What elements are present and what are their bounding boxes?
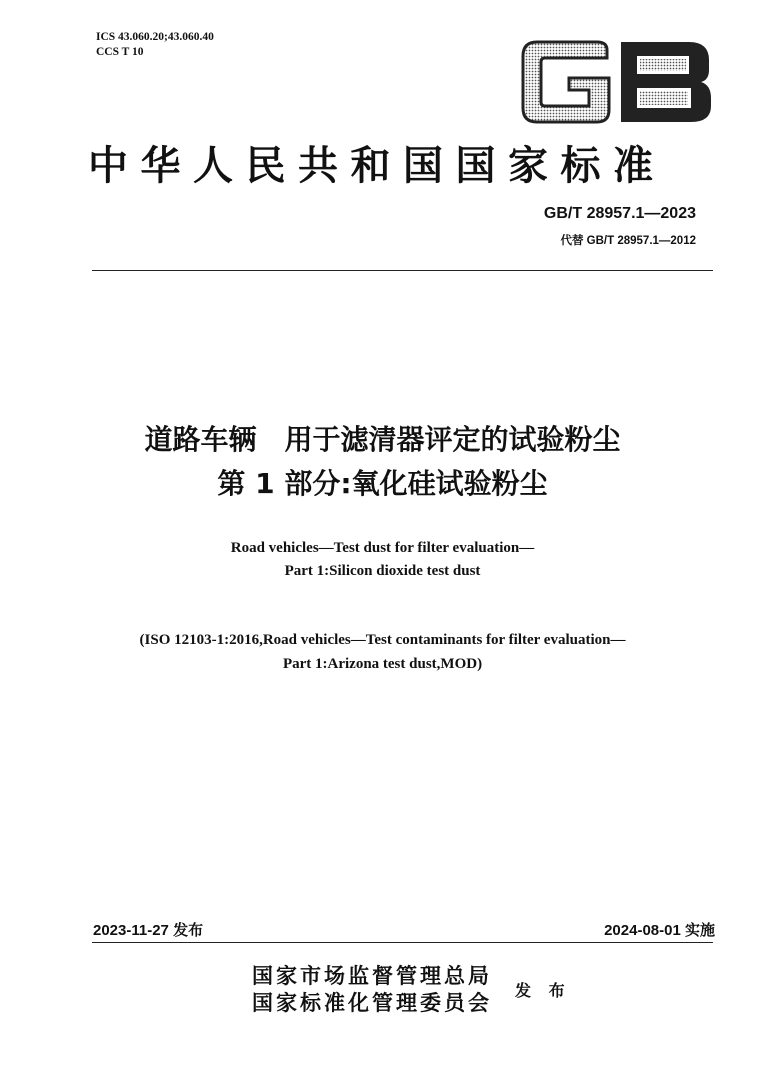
gb-logo (519, 40, 715, 124)
issuer-sac: 国家标准化管理委员会 (252, 990, 492, 1015)
implementation-date: 2024-08-01 实施 (604, 922, 715, 939)
replaces-standard: 代替 GB/T 28957.1—2012 (560, 235, 696, 247)
iso-reference (60, 628, 705, 676)
issuing-bodies (252, 962, 492, 1016)
standard-number: GB/T 28957.1—2023 (543, 205, 696, 222)
english-title-line-2: Part 1:Silicon dioxide test dust (284, 563, 481, 579)
national-standard-title: 中华人民共和国国家标准 (88, 143, 666, 189)
english-title (60, 537, 705, 583)
classification-codes (96, 30, 214, 60)
ics-code: ICS 43.060.20;43.060.40 (96, 31, 214, 43)
issue-date: 2023-11-27 发布 (93, 922, 204, 939)
issue-action: 发 布 (515, 981, 571, 1000)
iso-reference-line-1: (ISO 12103-1:2016,Road vehicles—Test contaminants for filter evaluation— (139, 632, 626, 648)
gb-logo-icon (519, 40, 715, 124)
chinese-title-line-1: 道路车辆 用于滤清器评定的试验粉尘 (144, 423, 621, 456)
issuer-samr: 国家市场监督管理总局 (252, 963, 492, 988)
iso-reference-line-2: Part 1:Arizona test dust,MOD) (282, 656, 483, 672)
chinese-title-line-2: 第 1 部分:氧化硅试验粉尘 (217, 467, 548, 500)
chinese-title (60, 418, 705, 506)
ccs-code: CCS T 10 (96, 46, 144, 58)
top-divider (92, 270, 713, 271)
english-title-line-1: Road vehicles—Test dust for filter evaluation— (230, 540, 535, 556)
bottom-divider (92, 942, 713, 943)
